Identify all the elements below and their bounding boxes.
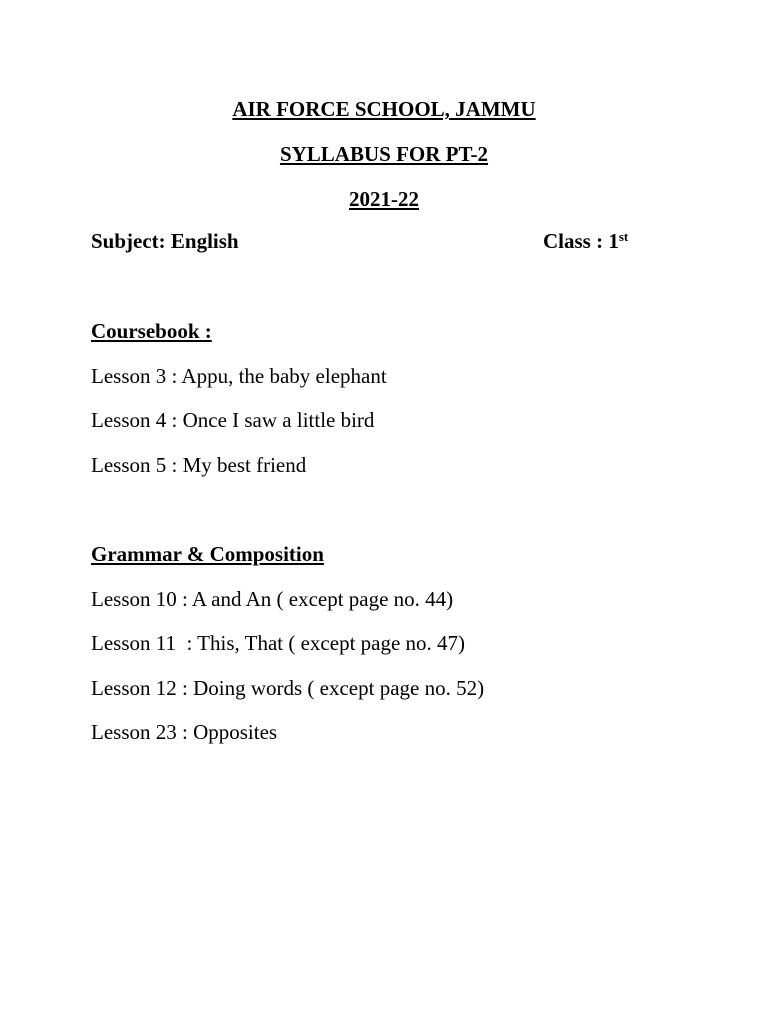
class-label: [543, 229, 628, 253]
grammar-lesson-11: Lesson 11 : This, That ( except page no. 47): [91, 631, 466, 655]
coursebook-lesson-3: Lesson 3 : Appu, the baby elephant: [91, 364, 387, 388]
coursebook-lesson-5: Lesson 5 : My best friend: [91, 453, 307, 477]
grammar-lesson-12: Lesson 12 : Doing words ( except page no. 52): [91, 676, 485, 700]
subject-label: Subject: English: [91, 229, 239, 253]
grammar-lesson-10: Lesson 10 : A and An ( except page no. 44): [91, 587, 454, 611]
coursebook-heading: Coursebook :: [91, 319, 212, 343]
coursebook-lesson-4: Lesson 4 : Once I saw a little bird: [91, 408, 375, 432]
session-heading: 2021-22: [349, 187, 419, 211]
subject-class-row: [91, 229, 651, 255]
class-label-suffix: st: [618, 229, 629, 244]
class-label-text: Class : 1: [543, 229, 619, 253]
syllabus-heading: SYLLABUS FOR PT-2: [279, 142, 489, 166]
school-name-heading: AIR FORCE SCHOOL, JAMMU: [232, 97, 536, 121]
grammar-lesson-23: Lesson 23 : Opposites: [91, 720, 278, 744]
grammar-heading: Grammar & Composition: [91, 542, 324, 566]
